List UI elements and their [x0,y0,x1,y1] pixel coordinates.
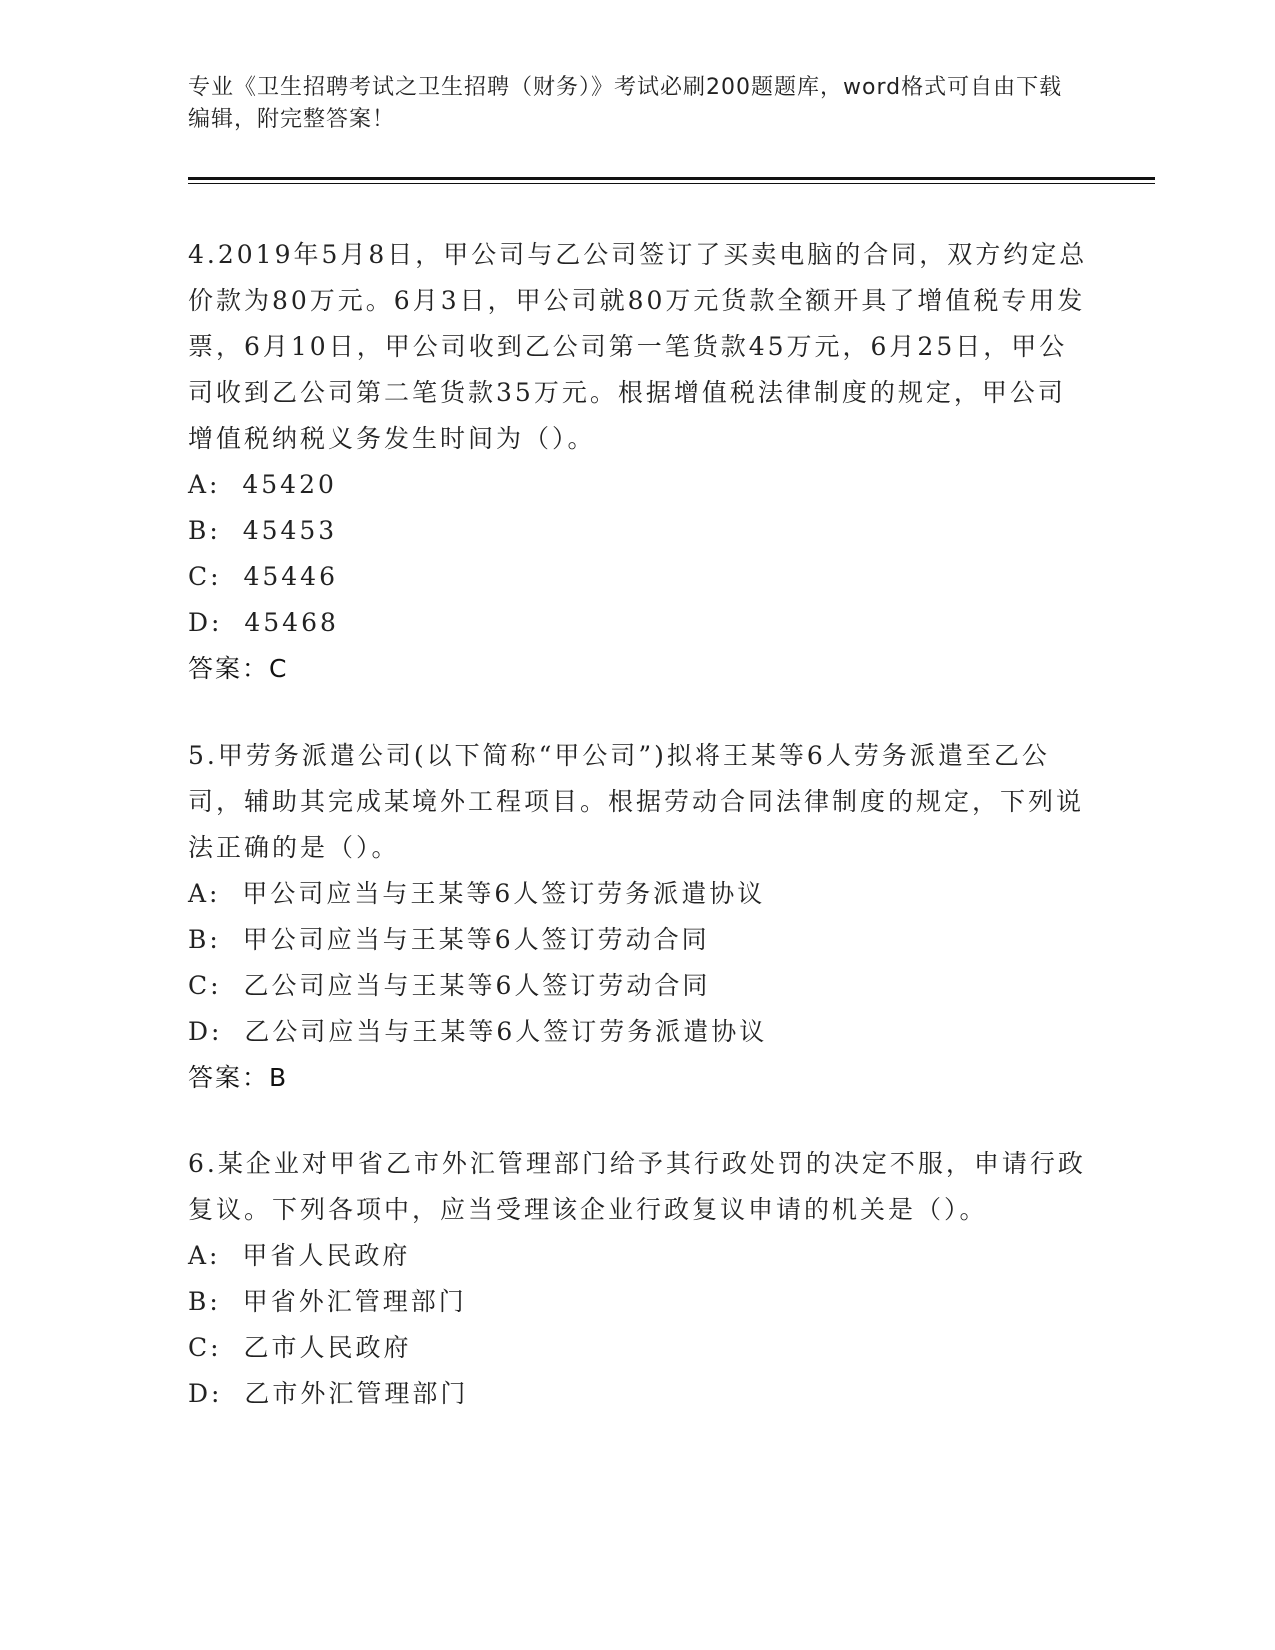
answer: 答案：C [188,654,289,683]
option-d: D: 乙市外汇管理部门 [188,1379,469,1408]
option-a: A: 甲公司应当与王某等6人签订劳务派遣协议 [188,879,766,908]
question-4 [188,232,1088,692]
question-5 [188,733,1088,1101]
question-stem: 4.2019年5月8日，甲公司与乙公司签订了买卖电脑的合同，双方约定总价款为80万元。6月3日，甲公司就80万元货款全额开具了增值税专用发票，6月10日，甲公司收到乙公司第一笔货款45万元，6月25日，甲公司收到乙公司第二笔货款35万元。根据增值税法律制度的规定，甲公司增值税纳税义务发生时间为（）。 [188,240,1088,453]
question-6 [188,1141,1088,1417]
option-b: B: 45453 [188,516,338,545]
option-a: A: 45420 [188,470,337,499]
document-header: 专业《卫生招聘考试之卫生招聘（财务）》考试必刷200题题库，word格式可自由下载编辑，附完整答案！ [188,75,1063,132]
option-b: B: 甲省外汇管理部门 [188,1287,467,1316]
header-rule-thin [188,183,1155,184]
option-a: A: 甲省人民政府 [188,1241,411,1270]
question-stem: 5.甲劳务派遣公司(以下简称“甲公司”)拟将王某等6人劳务派遣至乙公司，辅助其完成某境外工程项目。根据劳动合同法律制度的规定，下列说法正确的是（）。 [188,741,1085,862]
option-d: D: 45468 [188,608,339,637]
answer: 答案：B [188,1063,289,1092]
header-rule-thick [188,177,1155,180]
option-c: C: 乙公司应当与王某等6人签订劳动合同 [188,971,711,1000]
option-c: C: 45446 [188,562,338,591]
option-c: C: 乙市人民政府 [188,1333,412,1362]
option-d: D: 乙公司应当与王某等6人签订劳务派遣协议 [188,1017,768,1046]
question-stem: 6.某企业对甲省乙市外汇管理部门给予其行政处罚的决定不服，申请行政复议。下列各项中，应当受理该企业行政复议申请的机关是（）。 [188,1149,1086,1224]
option-b: B: 甲公司应当与王某等6人签订劳动合同 [188,925,710,954]
